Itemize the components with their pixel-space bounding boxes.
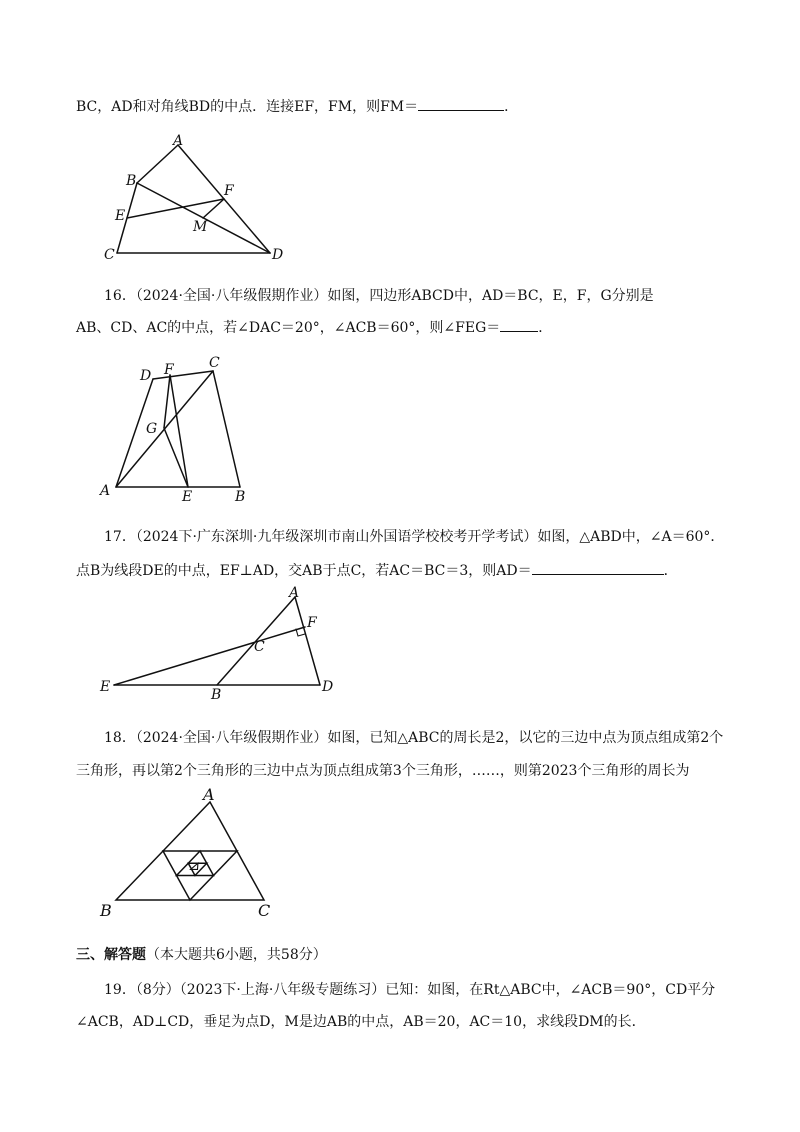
q16-answer-blank[interactable] xyxy=(500,317,538,332)
q15-figure xyxy=(100,135,300,265)
q17-label-C: C xyxy=(254,639,265,655)
q15-label-C: C xyxy=(104,247,115,263)
q15-text-line1 xyxy=(76,96,518,117)
q18-figure xyxy=(96,785,286,920)
q16-source: （2024·全国·八年级假期作业） xyxy=(135,288,328,304)
q16-text-line2 xyxy=(76,317,552,338)
q16-label-F: F xyxy=(164,362,174,378)
q18-label-B: B xyxy=(100,901,112,920)
q19-number: 19． xyxy=(104,982,136,998)
q19-line1: 已知：如图，在Rt△ABC中，∠ACB＝90°，CD平分 xyxy=(385,982,716,998)
q15-label-F: F xyxy=(224,183,234,199)
q17-label-E: E xyxy=(100,679,111,695)
q19-text-line2 xyxy=(76,1012,646,1032)
q15-label-A: A xyxy=(173,133,184,149)
q17-line2-suffix: ． xyxy=(663,563,678,579)
q18-source: （2024·全国·八年级假期作业） xyxy=(135,730,328,746)
q17-figure-lines xyxy=(114,597,320,685)
section3-header xyxy=(76,945,327,965)
q16-text-line1 xyxy=(104,286,654,306)
q16-label-B: B xyxy=(235,489,246,505)
q16-label-C: C xyxy=(209,355,220,371)
q17-number: 17． xyxy=(104,529,136,545)
section3-title: 三、解答题 xyxy=(76,947,146,963)
q17-line1: 如图，△ABD中，∠A＝60°． xyxy=(537,529,725,545)
q16-label-E: E xyxy=(182,489,193,505)
q16-label-G: G xyxy=(146,421,158,437)
q15-label-B: B xyxy=(126,173,137,189)
q16-line1: 如图，四边形ABCD中，AD＝BC，E，F，G分别是 xyxy=(327,288,654,304)
q15-answer-blank[interactable] xyxy=(418,96,504,111)
q17-text-line2 xyxy=(76,560,678,581)
q17-figure xyxy=(96,585,346,705)
q15-line1-suffix: ． xyxy=(504,99,519,115)
q15-label-E: E xyxy=(115,208,126,224)
q18-number: 18． xyxy=(104,730,136,746)
q19-score: （8分） xyxy=(135,982,180,998)
q15-label-M: M xyxy=(193,219,208,235)
q16-line2-suffix: ． xyxy=(538,320,553,336)
q18-text-line1 xyxy=(104,728,723,748)
q18-text-line2 xyxy=(76,761,689,781)
q16-figure-lines xyxy=(116,371,240,487)
q18-label-A: A xyxy=(203,785,215,804)
q16-label-D: D xyxy=(140,368,152,384)
q18-line2: 三角形，再以第2个三角形的三边中点为顶点组成第3个三角形，……，则第2023个三角形的周长为 xyxy=(76,763,690,779)
q19-text-line1 xyxy=(104,980,715,1000)
q17-label-B: B xyxy=(211,687,222,703)
q17-line2: 点B为线段DE的中点，EF⊥AD，交AB于点C，若AC＝BC＝3，则AD＝ xyxy=(76,563,532,579)
q16-label-A: A xyxy=(100,483,111,499)
q17-text-line1 xyxy=(104,527,724,547)
q18-figure-lines xyxy=(116,802,264,900)
q16-line2: AB、CD、AC的中点，若∠DAC＝20°，∠ACB＝60°，则∠FEG＝ xyxy=(76,320,501,336)
q17-label-A: A xyxy=(289,585,300,601)
q15-label-D: D xyxy=(272,247,284,263)
q19-line2: ∠ACB，AD⊥CD，垂足为点D，M是边AB的中点，AB＝20，AC＝10，求线段DM的长． xyxy=(76,1014,646,1030)
section3-note: （本大题共6小题，共58分） xyxy=(146,947,327,963)
q18-label-C: C xyxy=(258,901,271,920)
q16-figure xyxy=(98,355,268,505)
q18-line1: 如图，已知△ABC的周长是2，以它的三边中点为顶点组成第2个 xyxy=(327,730,724,746)
q16-number: 16． xyxy=(104,288,136,304)
q17-answer-blank[interactable] xyxy=(532,560,664,575)
q15-figure-lines xyxy=(117,145,270,253)
q19-source: （2023下·上海·八年级专题练习） xyxy=(179,982,386,998)
q17-label-F: F xyxy=(307,615,317,631)
q17-source: （2024下·广东深圳·九年级深圳市南山外国语学校校考开学考试） xyxy=(135,529,538,545)
q17-label-D: D xyxy=(322,679,334,695)
q15-line1-prefix: BC，AD和对角线BD的中点．连接EF，FM，则FM＝ xyxy=(76,99,419,115)
